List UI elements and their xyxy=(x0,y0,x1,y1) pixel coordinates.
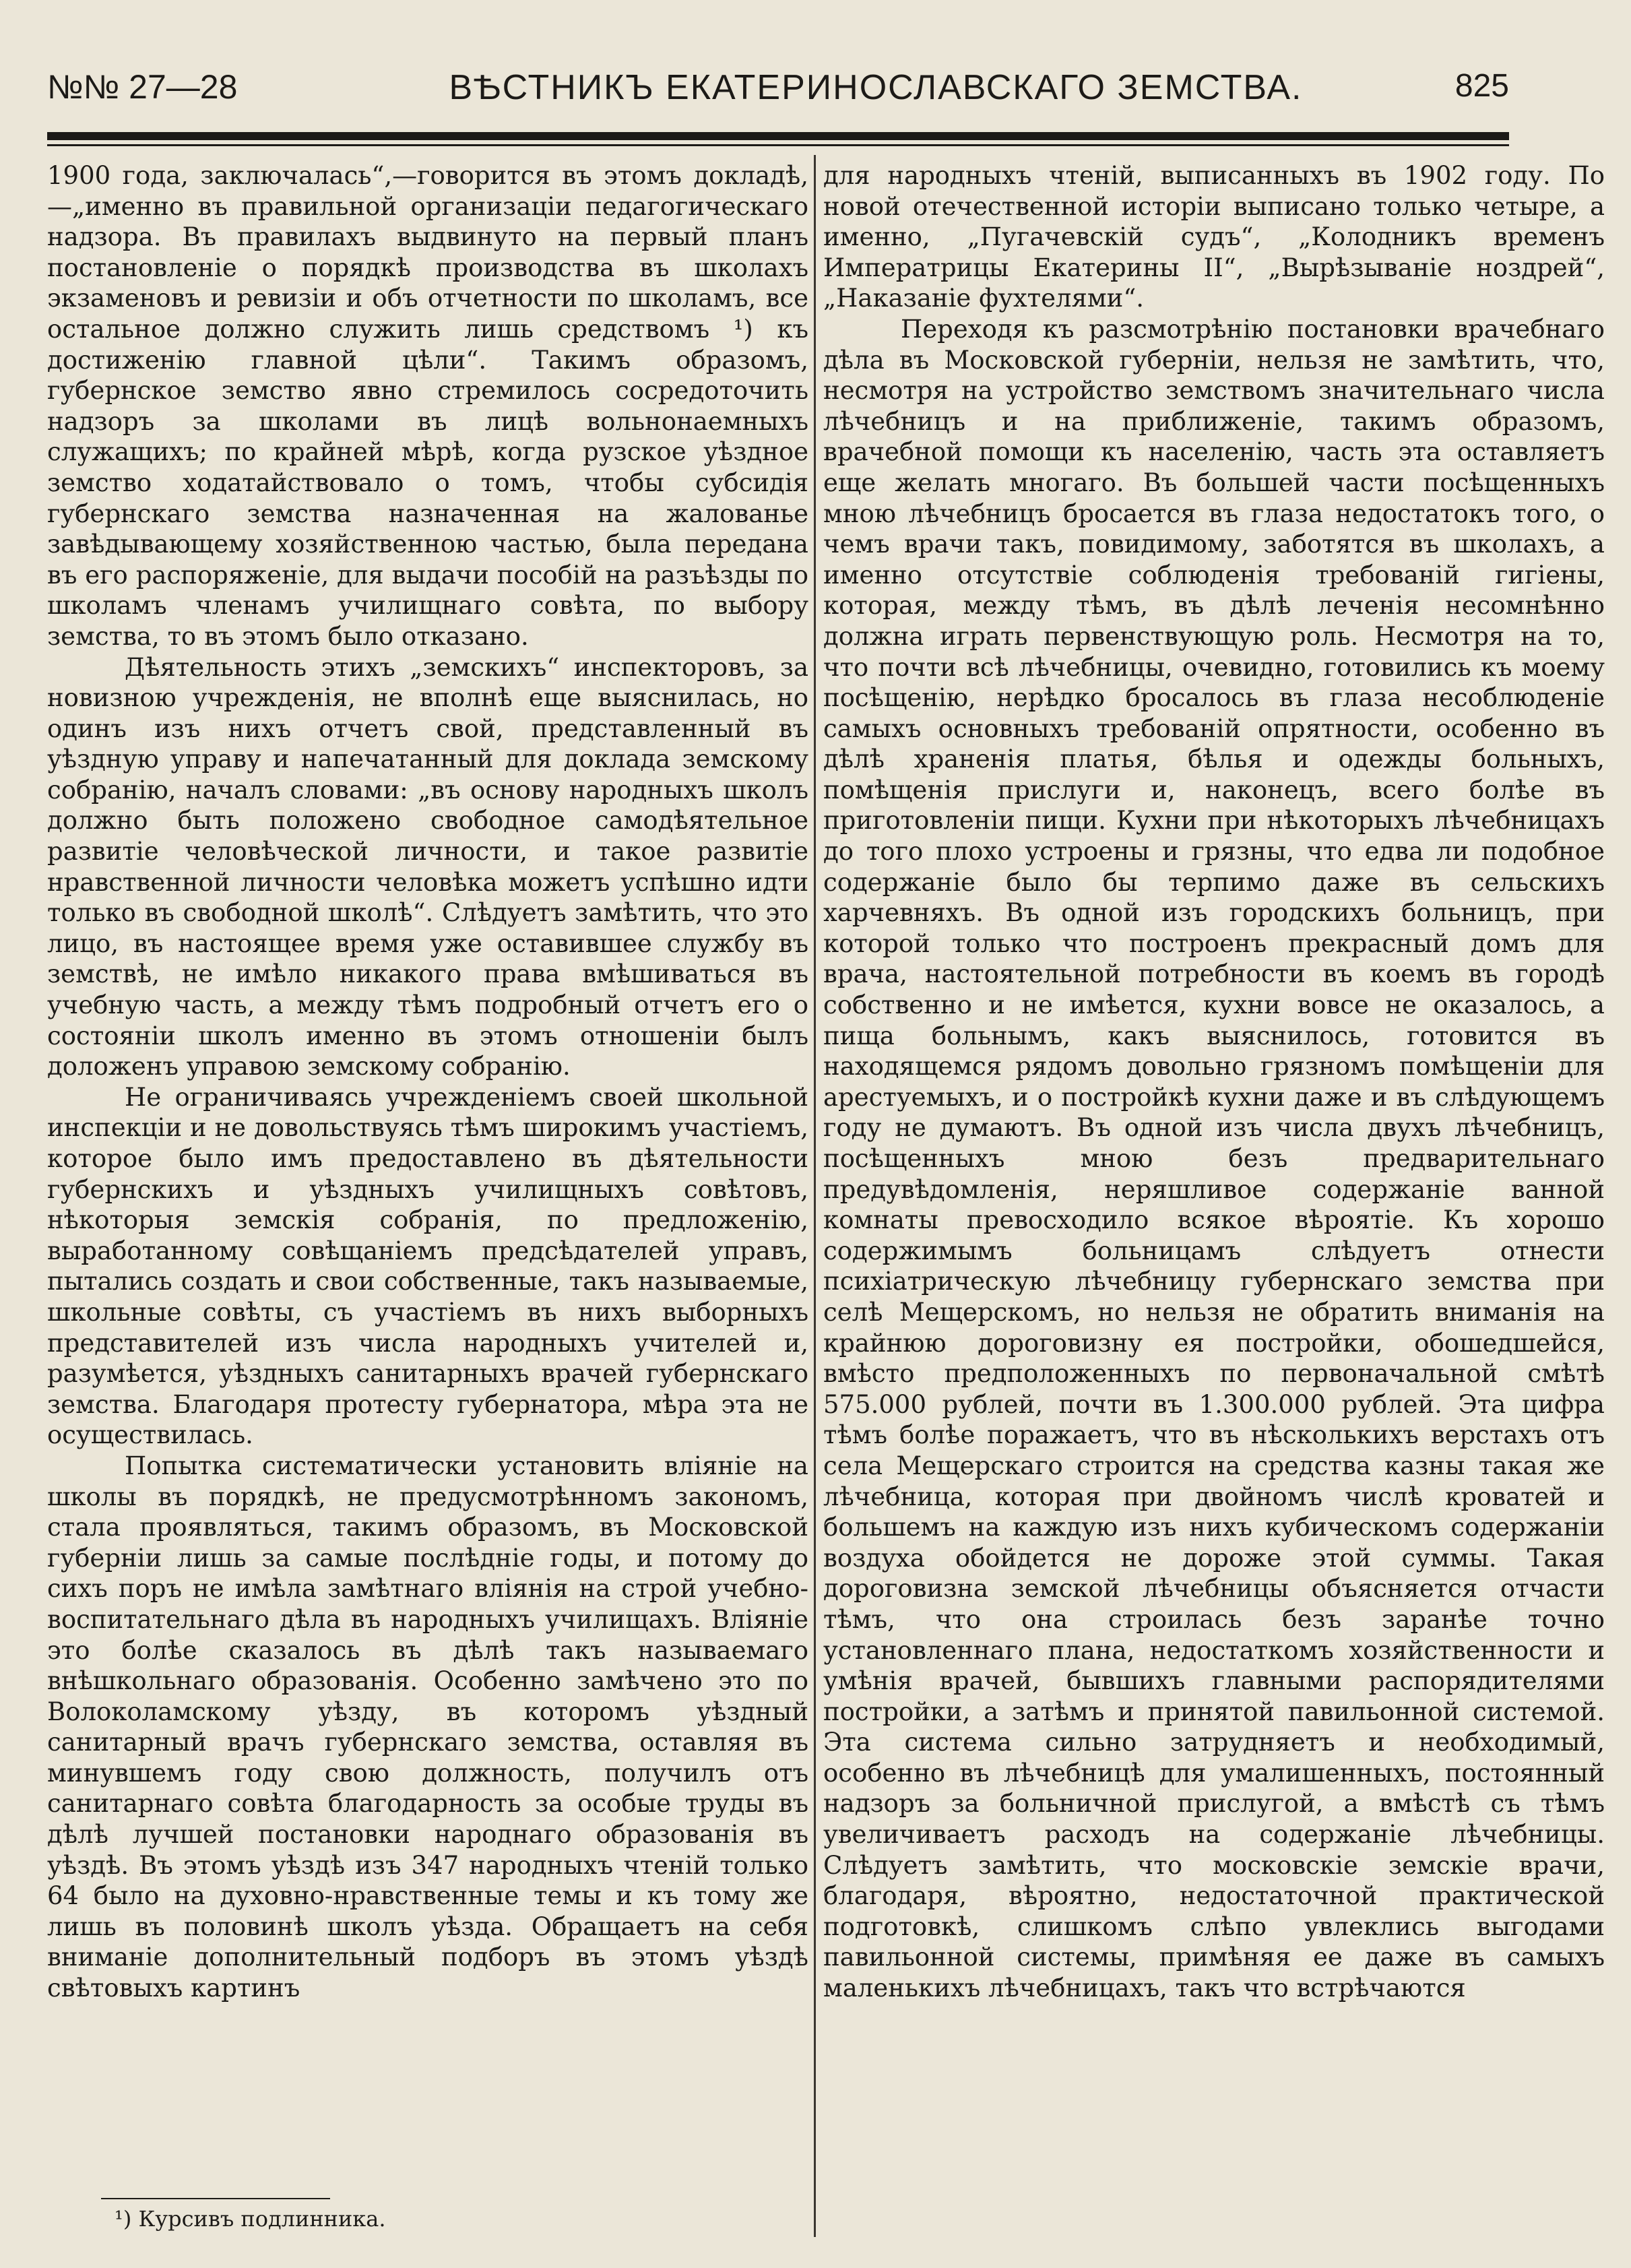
paragraph: Переходя къ разсмотрѣнію постановки врачебнаго дѣла въ Московской губерніи, нельзя не замѣтить, что, несмотря на устройство земствомъ значительнаго числа лѣчебницъ и на приближеніе, такимъ образомъ, врачебной помощи къ населенію, часть эта оставляетъ еще желать многаго. Въ большей части посѣщенныхъ мною лѣчебницъ бросается въ глаза недостатокъ того, о чемъ врачи такъ, повидимому, заботятся въ школахъ, а именно отсутствіе соблюденія требованій гигіены, которая, между тѣмъ, въ дѣлѣ леченія несомнѣнно должна играть первенствующую роль. Несмотря на то, что почти всѣ лѣчебницы, очевидно, готовились къ моему посѣщенію, нерѣдко бросалось въ глаза несоблюденіе самыхъ основныхъ требованій опрятности, особенно въ дѣлѣ храненія платья, бѣлья и одежды больныхъ, помѣщенія прислуги и, наконецъ, всего болѣе въ приготовленіи пищи. Кухни при нѣкоторыхъ лѣчебницахъ до того плохо устроены и грязны, что едва ли подобное содержаніе было бы терпимо даже въ сельскихъ харчевняхъ. Въ одной изъ городскихъ больницъ, при которой только что построенъ прекрасный домъ для врача, настоятельной потребности въ коемъ въ городѣ собственно и не имѣется, кухни вовсе не оказалось, а пища больнымъ, какъ выяснилось, готовится въ находящемся рядомъ довольно грязномъ помѣщеніи для арестуемыхъ, и о постройкѣ кухни даже и въ слѣдующемъ году не думаютъ. Въ одной изъ числа двухъ лѣчебницъ, посѣщенныхъ мною безъ предварительнаго предувѣдомленія, неряшливое содержаніе ванной комнаты превосходило всякое вѣроятіе. Къ хорошо содержимымъ больницамъ слѣдуетъ отнести психіатрическую лѣчебницу губернскаго земства при селѣ Мещерскомъ, но нельзя не обратить вниманія на крайнюю дороговизну ея постройки, обошедшейся, вмѣсто предположенныхъ по первоначальной смѣтѣ 575.000 рублей, почти въ 1.300.000 рублей. Эта цифра тѣмъ болѣе поражаетъ, что въ нѣсколькихъ верстахъ отъ села Мещерскаго строится на средства казны такая же лѣчебница, которая при двойномъ числѣ кроватей и большемъ на каждую изъ нихъ кубическомъ содержаніи воздуха обойдется не дороже этой суммы. Такая дороговизна земской лѣчебницы объясняется отчасти тѣмъ, что она строилась безъ заранѣе точно установленнаго плана, недостаткомъ хозяйственности и умѣнія врачей, бывшихъ главными распорядителями постройки, а затѣмъ и принятой павильонной системой. Эта система сильно затрудняетъ и необходимый, особенно въ лѣчебницѣ для умалишенныхъ, постоянный надзоръ за больничной прислугой, а вмѣстѣ съ тѣмъ увеличиваетъ расходъ на содержаніе лѣчебницы. Слѣдуетъ замѣтить, что московскіе земскіе врачи, благодаря, вѣроятно, недостаточной практической подготовкѣ, слишкомъ слѣпо увлеклись выгодами павильонной системы, примѣняя ее даже въ самыхъ маленькихъ лѣчебницахъ, такъ что встрѣчаются xyxy=(823,314,1605,2003)
paragraph: Дѣятельность этихъ „земскихъ“ инспекторовъ, за новизною учрежденія, не вполнѣ еще выяснилась, но одинъ изъ нихъ отчетъ свой, представленный въ уѣздную управу и напечатанный для доклада земскому собранію, началъ словами: „въ основу народныхъ школъ должно быть положено свободное самодѣятельное развитіе человѣческой личности, и такое развитіе нравственной личности человѣка можетъ успѣшно идти только въ свободной школѣ“. Слѣдуетъ замѣтить, что это лицо, въ настоящее время уже оставившее службу въ земствѣ, не имѣло никакого права вмѣшиваться въ учебную часть, а между тѣмъ подробный отчетъ его о состояніи школъ именно въ этомъ отношеніи былъ доложенъ управою земскому собранію. xyxy=(47,652,808,1081)
issue-number: №№ 27—28 xyxy=(47,68,238,106)
left-column xyxy=(47,160,808,2182)
column-divider xyxy=(814,155,816,2237)
page-header xyxy=(47,67,1509,121)
journal-title: ВѢСТНИКЪ ЕКАТЕРИНОСЛАВСКАГО ЗЕМСТВА. xyxy=(449,68,1303,107)
footnote-rule xyxy=(101,2198,330,2199)
right-column xyxy=(823,160,1605,2256)
paragraph: для народныхъ чтеній, выписанныхъ въ 1902 году. По новой отечественной исторіи выписано только четыре, а именно, „Пугачевскій судъ“, „Колодникъ временъ Императрицы Екатерины II“, „Вырѣзываніе ноздрей“, „Наказаніе фухтелями“. xyxy=(823,161,1605,313)
paragraph: 1900 года, заключалась“,—говорится въ этомъ докладѣ,—„именно въ правильной организаціи педагогическаго надзора. Въ правилахъ выдвинуто на первый планъ постановленіе о порядкѣ производства въ школахъ экзаменовъ и ревизіи и объ отчетности по школамъ, все остальное должно служить лишь средствомъ ¹) къ достиженію главной цѣли“. Такимъ образомъ, губернское земство явно стремилось сосредоточить надзоръ за школами въ лицѣ вольнонаемныхъ служащихъ; по крайней мѣрѣ, когда рузское уѣздное земство ходатайствовало о томъ, чтобы субсидія губернскаго земства назначенная на жалованье завѣдывающему хозяйственною частью, была передана въ его распоряженіе, для выдачи пособій на разъѣзды по школамъ членамъ училищнаго совѣта, по выбору земства, то въ этомъ было отказано. xyxy=(47,161,808,651)
header-rule-thick xyxy=(47,132,1509,140)
paragraph: Не ограничиваясь учрежденіемъ своей школьной инспекціи и не довольствуясь тѣмъ широкимъ участіемъ, которое было имъ предоставлено въ дѣятельности губернскихъ и уѣздныхъ училищныхъ совѣтовъ, нѣкоторыя земскія собранія, по предложенію, выработанному совѣщаніемъ предсѣдателей управъ, пытались создать и свои собственные, такъ называемые, школьные совѣты, съ участіемъ въ нихъ выборныхъ представителей изъ числа народныхъ учителей и, разумѣется, уѣздныхъ санитарныхъ врачей губернскаго земства. Благодаря протесту губернатора, мѣра эта не осуществилась. xyxy=(47,1082,808,1450)
header-rule-thin xyxy=(47,144,1509,146)
footnote: ¹) Курсивъ подлинника. xyxy=(115,2206,386,2232)
paragraph: Попытка систематически установить вліяніе на школы въ порядкѣ, не предусмотрѣнномъ закономъ, стала проявляться, такимъ образомъ, въ Московской губерніи лишь за самые послѣдніе годы, и потому до сихъ поръ не имѣла замѣтнаго вліянія на строй учебно-воспитательнаго дѣла въ народныхъ училищахъ. Вліяніе это болѣе сказалось въ дѣлѣ такъ называемаго внѣшкольнаго образованія. Особенно замѣчено это по Волоколамскому уѣзду, въ которомъ уѣздный санитарный врачъ губернскаго земства, оставляя въ минувшемъ году свою должность, получилъ отъ санитарнаго совѣта благодарность за особые труды въ дѣлѣ лучшей постановки народнаго образованія въ уѣздѣ. Въ этомъ уѣздѣ изъ 347 народныхъ чтеній только 64 было на духовно-нравственные темы и къ тому же лишь въ половинѣ школъ уѣзда. Обращаетъ на себя вниманіе дополнительный подборъ въ этомъ уѣздѣ свѣтовыхъ картинъ xyxy=(47,1451,808,2003)
page-number: 825 xyxy=(1454,68,1509,104)
